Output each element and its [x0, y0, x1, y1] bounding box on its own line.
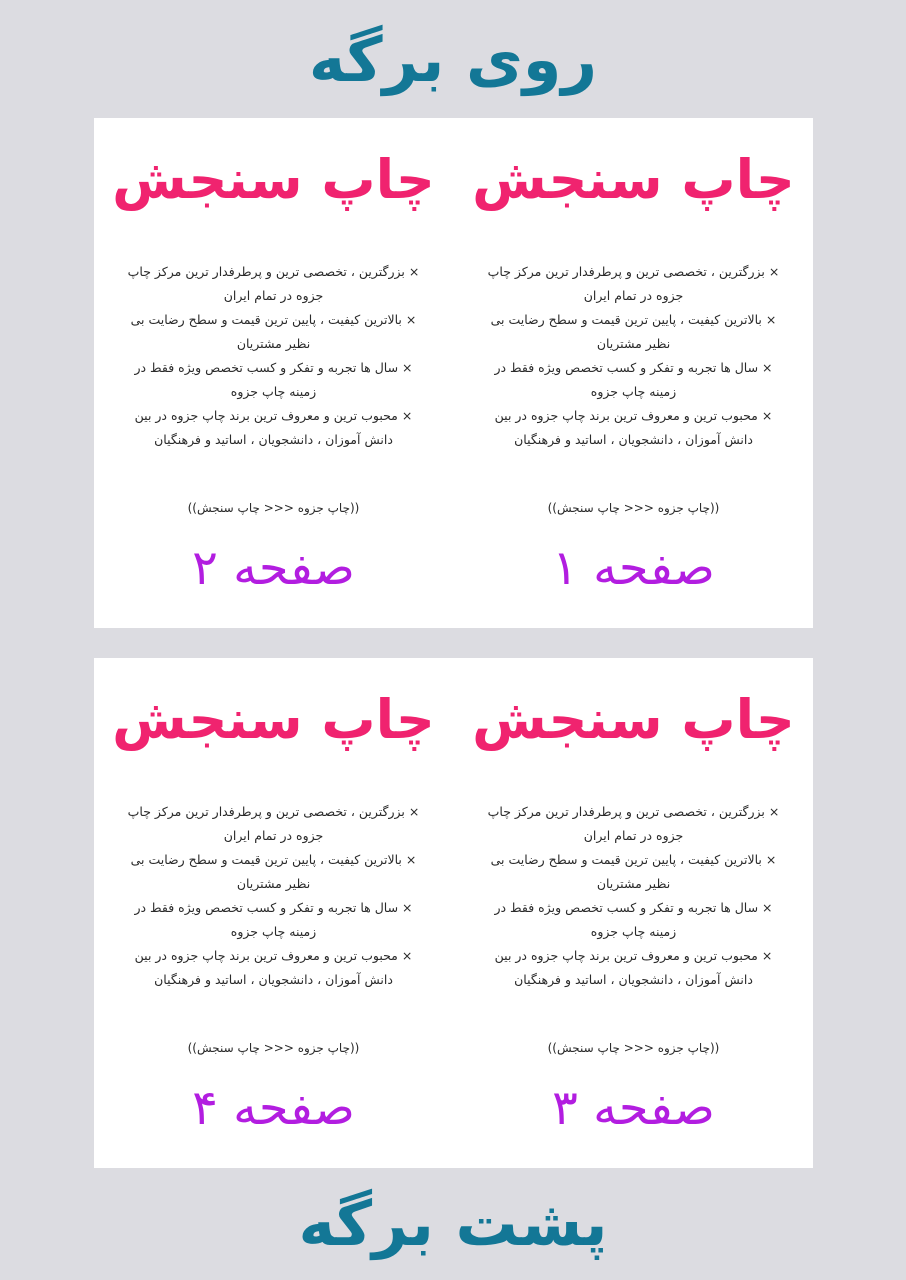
brand-logo: چاپ سنجش	[472, 148, 795, 211]
page-number-label: صفحه ۲	[192, 540, 355, 596]
brand-logo: چاپ سنجش	[472, 688, 795, 751]
feature-item: × محبوب ترین و معروف ترین برند چاپ جزوه در بین دانش آموزان ، دانشجویان ، اساتید و فرهنگیان	[494, 408, 773, 447]
feature-item: × محبوب ترین و معروف ترین برند چاپ جزوه در بین دانش آموزان ، دانشجویان ، اساتید و فرهنگیان	[134, 948, 413, 987]
feature-item: × بالاترین کیفیت ، پایین ترین قیمت و سطح رضایت بی نظیر مشتریان	[490, 852, 777, 891]
feature-list	[482, 260, 785, 452]
tagline: ((چاپ جزوه <<< چاپ سنجش))	[547, 1041, 720, 1055]
panel-page-2	[94, 118, 453, 628]
page-number-label: صفحه ۴	[192, 1080, 355, 1136]
feature-item: × سال ها تجربه و تفکر و کسب تخصص ویژه فقط در زمینه چاپ جزوه	[134, 360, 413, 399]
back-side-heading: پشت برگه	[298, 1187, 608, 1260]
feature-item: × سال ها تجربه و تفکر و کسب تخصص ویژه فقط در زمینه چاپ جزوه	[494, 360, 773, 399]
front-sheet	[94, 118, 813, 628]
brand-logo: چاپ سنجش	[112, 688, 435, 751]
front-side-heading: روی برگه	[308, 23, 598, 96]
feature-item: × بزرگترین ، تخصصی ترین و پرطرفدار ترین مرکز چاپ جزوه در تمام ایران	[487, 264, 780, 303]
feature-list	[122, 260, 425, 452]
panel-page-1	[454, 118, 813, 628]
back-sheet	[94, 658, 813, 1168]
panel-page-4	[94, 658, 453, 1168]
feature-list	[482, 800, 785, 992]
tagline: ((چاپ جزوه <<< چاپ سنجش))	[187, 501, 360, 515]
page-number-label: صفحه ۳	[552, 1080, 715, 1136]
feature-item: × بزرگترین ، تخصصی ترین و پرطرفدار ترین مرکز چاپ جزوه در تمام ایران	[127, 264, 420, 303]
feature-item: × بزرگترین ، تخصصی ترین و پرطرفدار ترین مرکز چاپ جزوه در تمام ایران	[487, 804, 780, 843]
feature-item: × سال ها تجربه و تفکر و کسب تخصص ویژه فقط در زمینه چاپ جزوه	[494, 900, 773, 939]
feature-item: × بالاترین کیفیت ، پایین ترین قیمت و سطح رضایت بی نظیر مشتریان	[490, 312, 777, 351]
panel-page-3	[454, 658, 813, 1168]
tagline: ((چاپ جزوه <<< چاپ سنجش))	[187, 1041, 360, 1055]
tagline: ((چاپ جزوه <<< چاپ سنجش))	[547, 501, 720, 515]
feature-item: × محبوب ترین و معروف ترین برند چاپ جزوه در بین دانش آموزان ، دانشجویان ، اساتید و فرهنگیان	[134, 408, 413, 447]
feature-item: × بزرگترین ، تخصصی ترین و پرطرفدار ترین مرکز چاپ جزوه در تمام ایران	[127, 804, 420, 843]
feature-item: × بالاترین کیفیت ، پایین ترین قیمت و سطح رضایت بی نظیر مشتریان	[130, 852, 417, 891]
feature-item: × محبوب ترین و معروف ترین برند چاپ جزوه در بین دانش آموزان ، دانشجویان ، اساتید و فرهنگیان	[494, 948, 773, 987]
feature-list	[122, 800, 425, 992]
feature-item: × سال ها تجربه و تفکر و کسب تخصص ویژه فقط در زمینه چاپ جزوه	[134, 900, 413, 939]
feature-item: × بالاترین کیفیت ، پایین ترین قیمت و سطح رضایت بی نظیر مشتریان	[130, 312, 417, 351]
page-number-label: صفحه ۱	[552, 540, 715, 596]
brand-logo: چاپ سنجش	[112, 148, 435, 211]
